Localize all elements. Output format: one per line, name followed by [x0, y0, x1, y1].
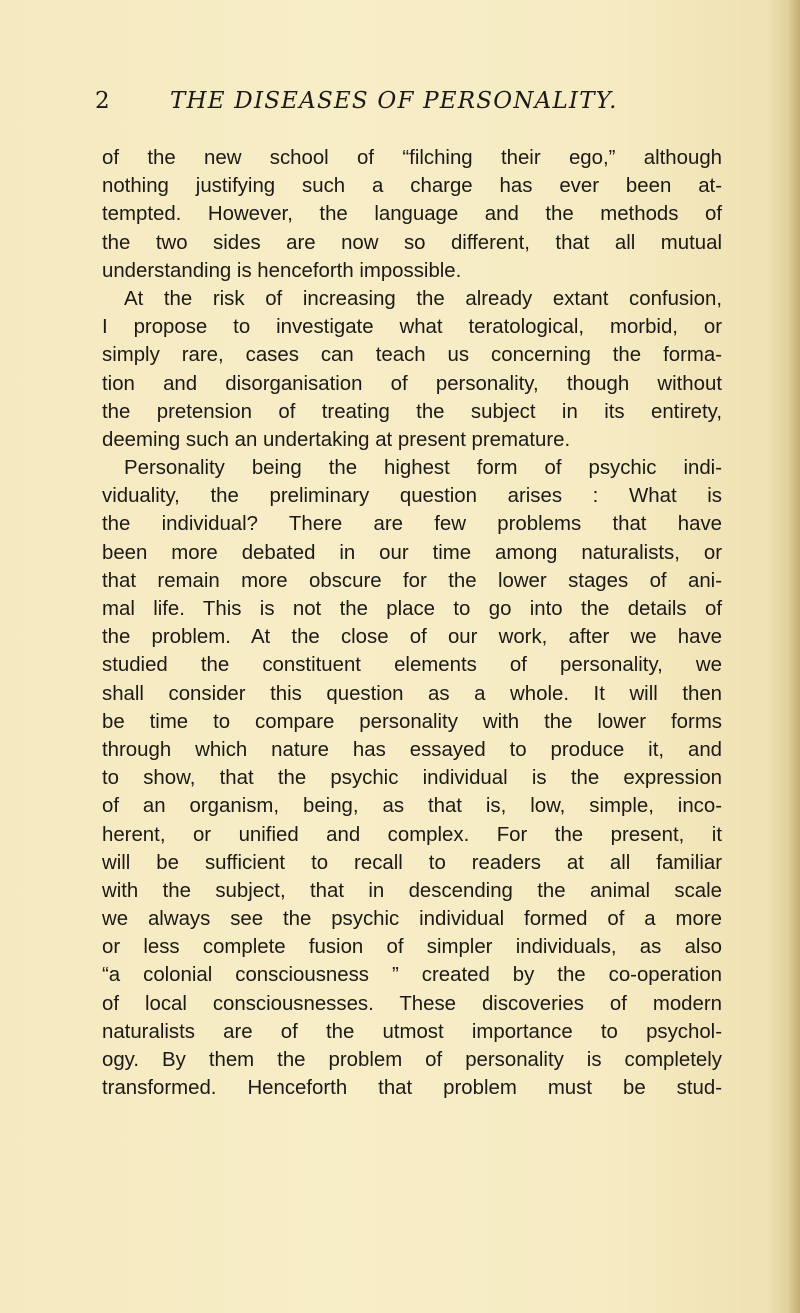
- text-line: be time to compare personality with the lower forms: [102, 710, 722, 733]
- text-line: transformed. Henceforth that problem must be stud-: [102, 1077, 722, 1100]
- running-title: THE DISEASES OF PERSONALITY.: [170, 88, 618, 114]
- text-line: deeming such an undertaking at present premature.: [102, 428, 571, 451]
- text-line: the individual? There are few problems that have: [102, 513, 722, 536]
- text-line: At the risk of increasing the already extant confusion,: [124, 287, 722, 310]
- text-line: through which nature has essayed to produce it, and: [102, 738, 722, 761]
- text-line: viduality, the preliminary question arises : What is: [102, 485, 722, 508]
- page-edge-shadow: [788, 0, 800, 1313]
- text-line: herent, or unified and complex. For the present, it: [102, 823, 722, 846]
- text-line: I propose to investigate what teratological, morbid, or: [102, 316, 722, 339]
- text-line: shall consider this question as a whole. It will then: [102, 682, 722, 705]
- text-line: will be sufficient to recall to readers at all familiar: [102, 851, 722, 874]
- text-line: of an organism, being, as that is, low, simple, inco-: [102, 795, 722, 818]
- text-line: with the subject, that in descending the animal scale: [102, 879, 722, 902]
- text-line: nothing justifying such a charge has ever been at-: [102, 175, 722, 198]
- text-line: we always see the psychic individual formed of a more: [102, 908, 722, 931]
- paragraph: [102, 454, 722, 1102]
- text-line: of the new school of “filching their ego,” although: [102, 147, 722, 169]
- text-line: mal life. This is not the place to go into the details of: [102, 598, 722, 620]
- text-line: Personality being the highest form of psychic indi-: [124, 457, 722, 480]
- text-line: the problem. At the close of our work, after we have: [102, 626, 722, 649]
- running-head: [95, 88, 735, 124]
- text-line: of local consciousnesses. These discoveries of modern: [102, 992, 722, 1015]
- text-line: simply rare, cases can teach us concerning the forma-: [102, 344, 722, 367]
- text-line: the pretension of treating the subject in its entirety,: [102, 400, 722, 423]
- text-line: studied the constituent elements of personality, we: [102, 654, 722, 677]
- paragraph: [102, 285, 722, 454]
- text-line: understanding is henceforth impossible.: [102, 259, 462, 282]
- paragraph: [102, 144, 722, 285]
- text-line: “a colonial consciousness ” created by the co-operation: [102, 964, 722, 987]
- text-line: the two sides are now so different, that all mutual: [102, 231, 722, 254]
- text-line: been more debated in our time among naturalists, or: [102, 541, 722, 564]
- text-line: naturalists are of the utmost importance to psychol-: [102, 1020, 722, 1043]
- text-line: ogy. By them the problem of personality is completely: [102, 1049, 722, 1071]
- text-line: that remain more obscure for the lower stages of ani-: [102, 569, 722, 592]
- page-number: 2: [95, 88, 111, 114]
- text-line: or less complete fusion of simpler individuals, as also: [102, 936, 722, 959]
- body-text: [102, 144, 722, 1102]
- text-line: tion and disorganisation of personality, though without: [102, 372, 722, 395]
- text-line: tempted. However, the language and the methods of: [102, 203, 722, 226]
- text-line: to show, that the psychic individual is the expression: [102, 767, 722, 790]
